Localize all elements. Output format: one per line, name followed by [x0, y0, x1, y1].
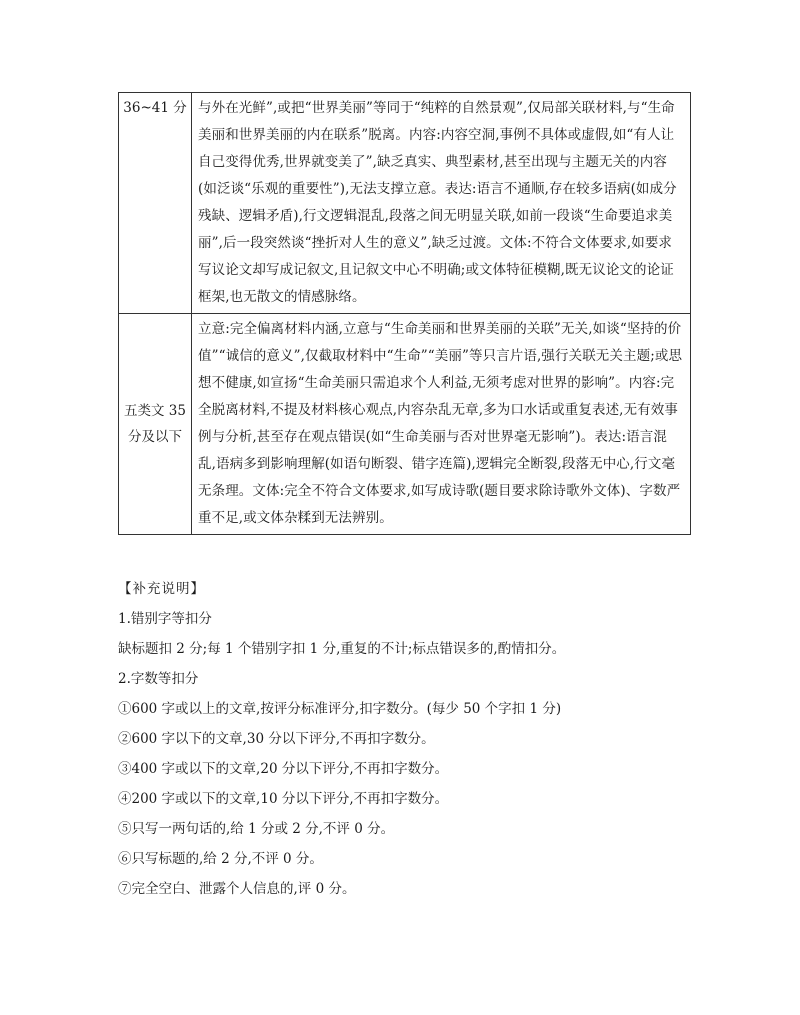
note-line: ③400 字或以下的文章,20 分以下评分,不再扣字数分。 — [118, 761, 449, 777]
note-line: ④200 字或以下的文章,10 分以下评分,不再扣字数分。 — [118, 791, 449, 807]
grading-table — [118, 92, 691, 535]
note-line: 2.字数等扣分 — [118, 671, 199, 687]
note-line: ①600 字或以上的文章,按评分标准评分,扣字数分。(每少 50 个字扣 1 分) — [118, 701, 562, 717]
supplementary-notes — [118, 574, 698, 904]
criteria-cell: 立意:完全偏离材料内涵,立意与“生命美丽和世界美丽的关联”无关,如谈“坚持的价值”“诚信的意义”,仅截取材料中“生命”“美丽”等只言片语,强行关联无关主题;或思想不健康,如宣扬“生命美丽只需追求个人利益,无须考虑对世界的影响”。内容:完全脱离材料,不提及材料核心观点,内容杂乱无章,多为口水话或重复表述,无有效事例与分析,甚至存在观点错误(如“生命美丽与否对世界毫无影响”)。表达:语言混乱,语病多到影响理解(如语句断裂、错字连篇),逻辑完全断裂,段落无中心,行文毫无条理。文体:完全不符合文体要求,如写成诗歌(题目要求除诗歌外文体)、字数严重不足,或文体杂糅到无法辨别。 — [192, 314, 691, 535]
note-line: ⑥只写标题的,给 2 分,不评 0 分。 — [118, 851, 323, 867]
note-line: ②600 字以下的文章,30 分以下评分,不再扣字数分。 — [118, 731, 435, 747]
note-line: 缺标题扣 2 分;每 1 个错别字扣 1 分,重复的不计;标点错误多的,酌情扣分。 — [118, 641, 566, 657]
notes-heading: 【补充说明】 — [118, 581, 205, 597]
grading-row — [119, 314, 691, 535]
note-line: 1.错别字等扣分 — [118, 611, 212, 627]
note-line: ⑤只写一两句话的,给 1 分或 2 分,不评 0 分。 — [118, 821, 395, 837]
note-line: ⑦完全空白、泄露个人信息的,评 0 分。 — [118, 881, 356, 897]
criteria-cell: 与外在光鲜”,或把“世界美丽”等同于“纯粹的自然景观”,仅局部关联材料,与“生命美丽和世界美丽的内在联系”脱离。内容:内容空洞,事例不具体或虚假,如“有人让自己变得优秀,世界就变美了”,缺乏真实、典型素材,甚至出现与主题无关的内容(如泛谈“乐观的重要性”),无法支撑立意。表达:语言不通顺,存在较多语病(如成分残缺、逻辑矛盾),行文逻辑混乱,段落之间无明显关联,如前一段谈“生命要追求美丽”,后一段突然谈“挫折对人生的意义”,缺乏过渡。文体:不符合文体要求,如要求写议论文却写成记叙文,且记叙文中心不明确;或文体特征模糊,既无议论文的论证框架,也无散文的情感脉络。 — [192, 93, 691, 314]
score-band-cell: 36~41 分 — [119, 93, 192, 314]
grading-row — [119, 93, 691, 314]
score-band-cell: 五类文 35 分及以下 — [119, 314, 192, 535]
